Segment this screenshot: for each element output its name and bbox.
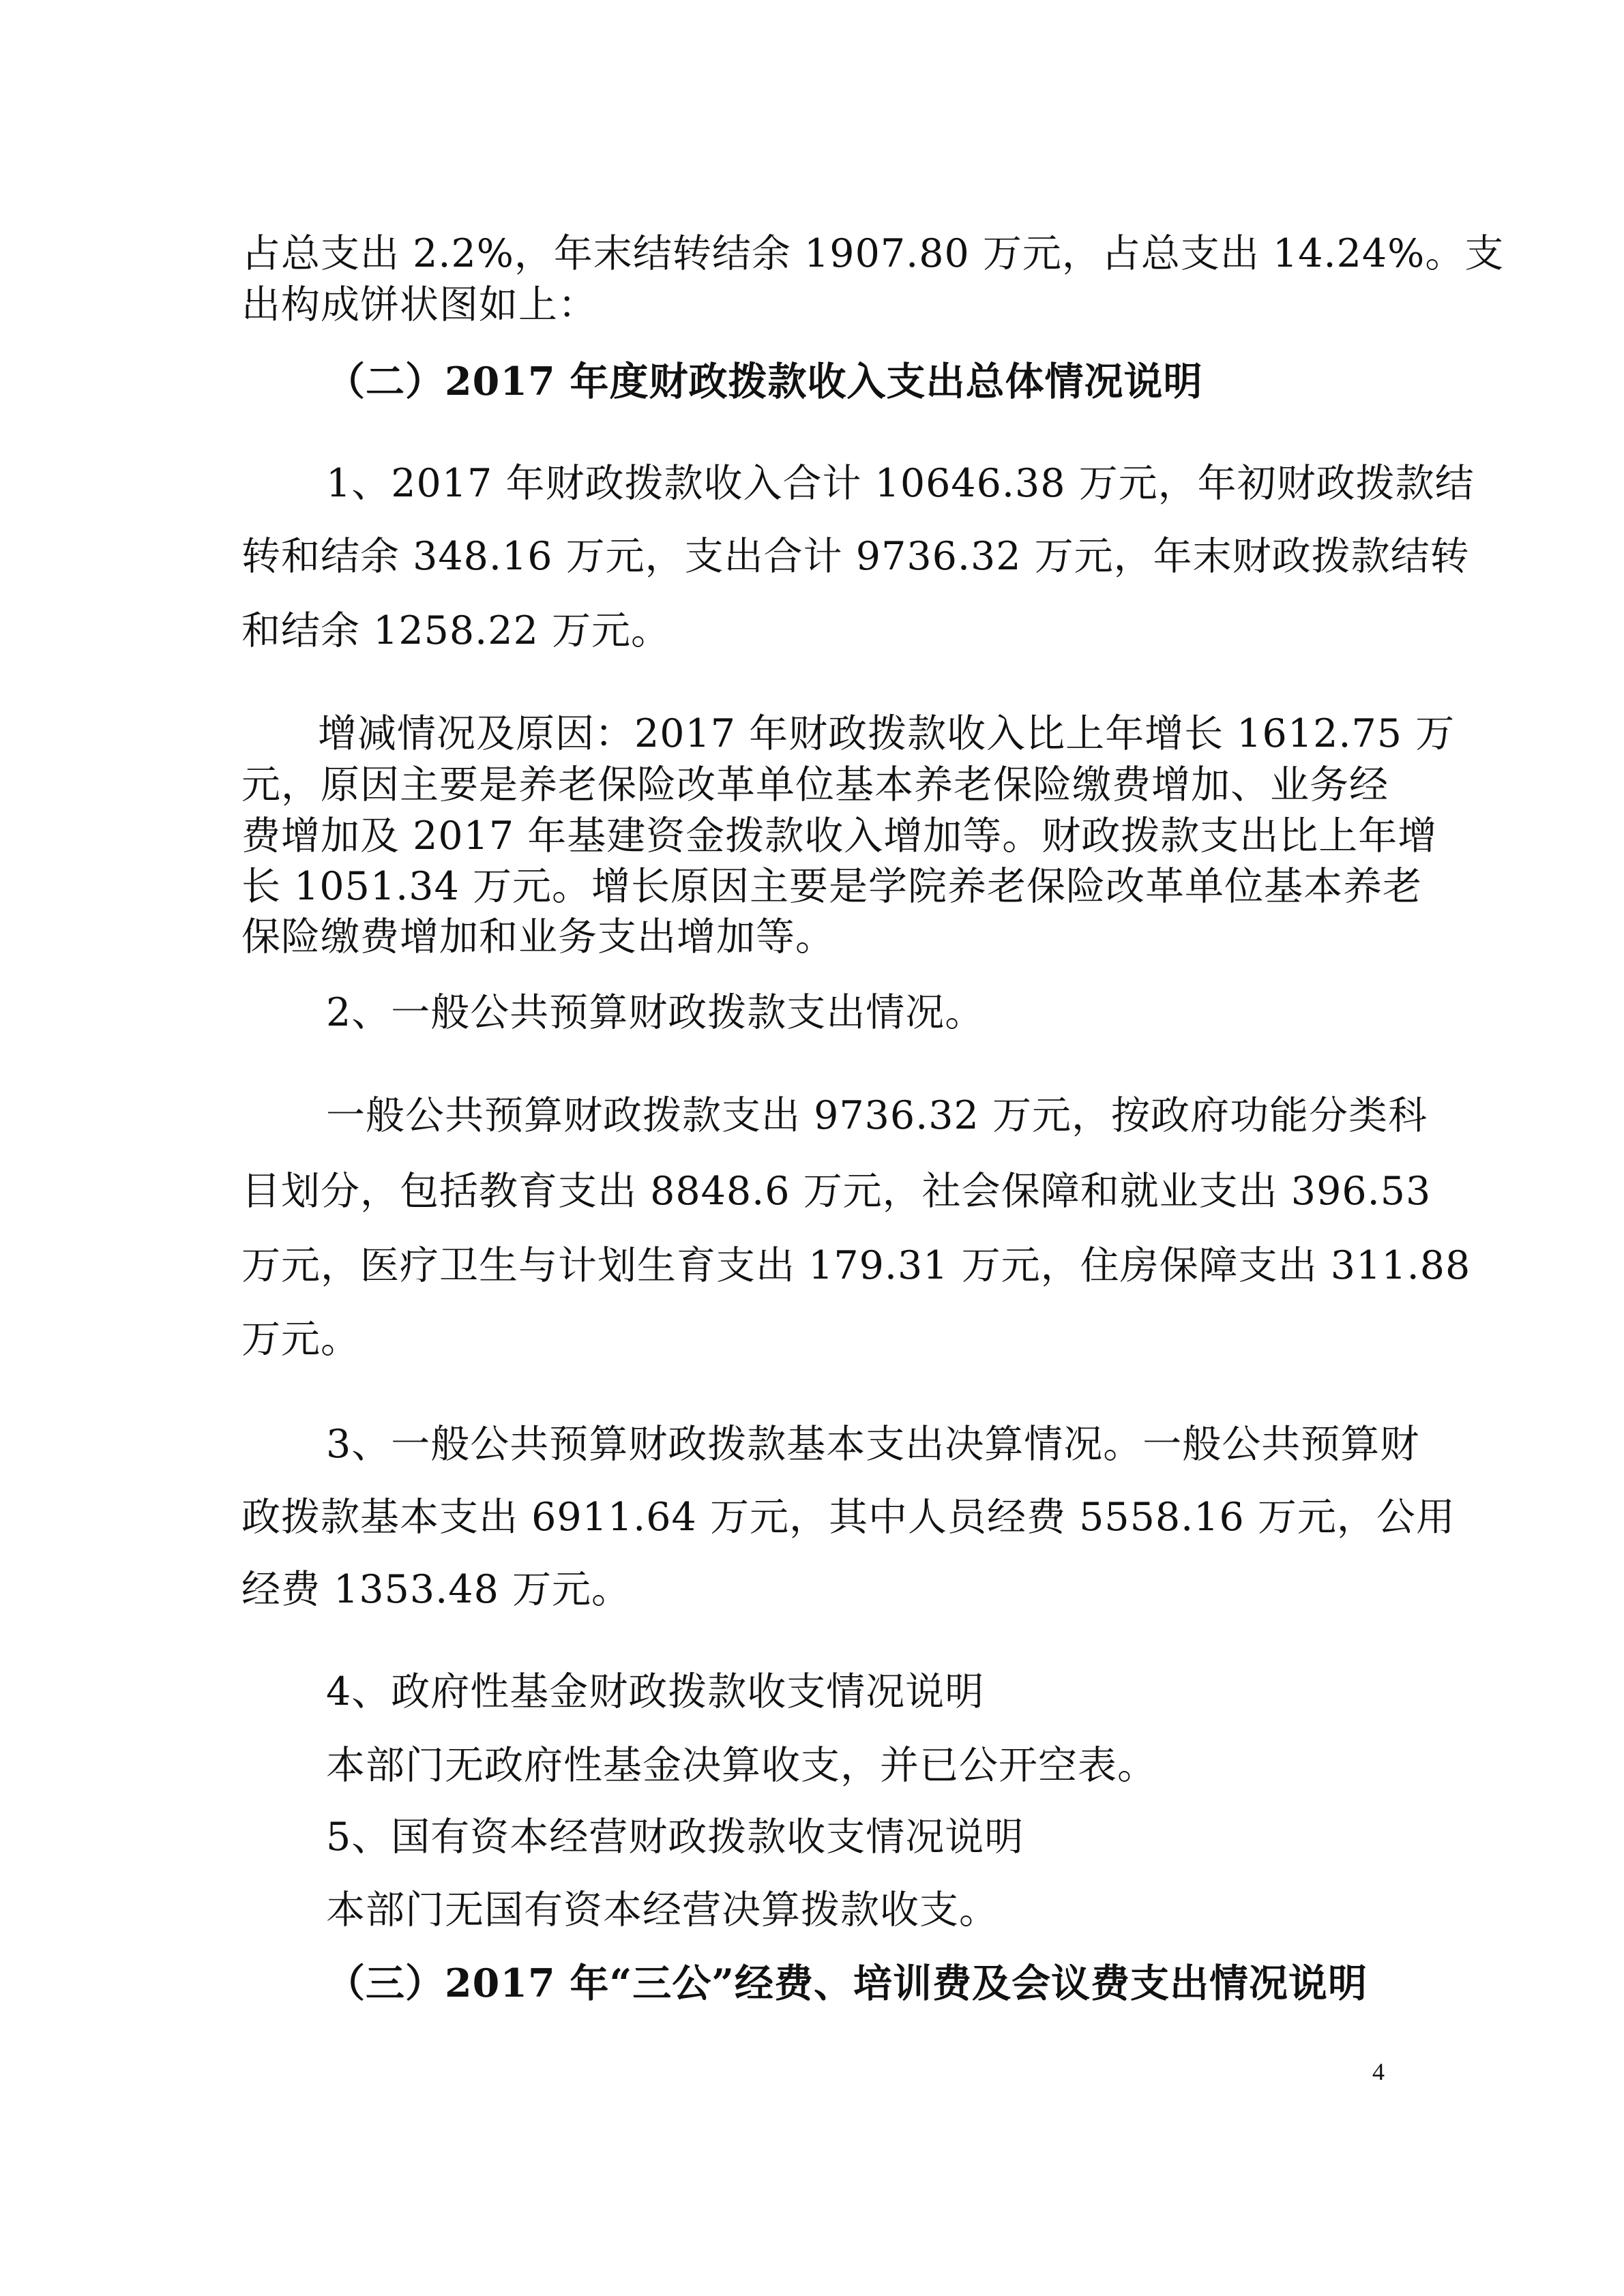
section-heading: （二）2017 年度财政拨款收入支出总体情况说明 — [326, 359, 1203, 404]
paragraph-line: 出构成饼状图如上： — [241, 282, 597, 327]
paragraph-line: 增减情况及原因：2017 年财政拨款收入比上年增长 1612.75 万 — [318, 711, 1456, 756]
paragraph-line: 3、一般公共预算财政拨款基本支出决算情况。一般公共预算财 — [326, 1422, 1420, 1467]
paragraph-line: 政拨款基本支出 6911.64 万元，其中人员经费 5558.16 万元，公用 — [241, 1495, 1456, 1540]
paragraph-line: 费增加及 2017 年基建资金拨款收入增加等。财政拨款支出比上年增 — [241, 814, 1438, 859]
paragraph-line: 一般公共预算财政拨款支出 9736.32 万元，按政府功能分类科 — [326, 1093, 1428, 1138]
paragraph-line: 保险缴费增加和业务支出增加等。 — [241, 914, 835, 959]
paragraph-line: 万元。 — [241, 1317, 360, 1362]
paragraph-line: 万元，医疗卫生与计划生育支出 179.31 万元，住房保障支出 311.88 — [241, 1243, 1471, 1288]
paragraph-line: 本部门无政府性基金决算收支，并已公开空表。 — [326, 1743, 1157, 1788]
paragraph-line: 2、一般公共预算财政拨款支出情况。 — [326, 990, 985, 1035]
paragraph-line: 经费 1353.48 万元。 — [241, 1567, 631, 1612]
paragraph-line: 目划分，包括教育支出 8848.6 万元，社会保障和就业支出 396.53 — [241, 1169, 1432, 1214]
section-heading: （三）2017 年“三公”经费、培训费及会议费支出情况说明 — [326, 1960, 1368, 2006]
paragraph-line: 5、国有资本经营财政拨款收支情况说明 — [326, 1815, 1024, 1860]
paragraph-line: 转和结余 348.16 万元，支出合计 9736.32 万元，年末财政拨款结转 — [241, 534, 1470, 579]
paragraph-line: 本部门无国有资本经营决算拨款收支。 — [326, 1888, 999, 1933]
paragraph-line: 1、2017 年财政拨款收入合计 10646.38 万元，年初财政拨款结 — [326, 461, 1475, 506]
paragraph-line: 和结余 1258.22 万元。 — [241, 608, 670, 653]
page-number: 4 — [1372, 2058, 1385, 2085]
paragraph-line: 元，原因主要是养老保险改革单位基本养老保险缴费增加、业务经 — [241, 762, 1389, 807]
paragraph-line: 占总支出 2.2%，年末结转结余 1907.80 万元，占总支出 14.24%。支 — [241, 231, 1505, 276]
paragraph-line: 长 1051.34 万元。增长原因主要是学院养老保险改革单位基本养老 — [241, 864, 1422, 909]
paragraph-line: 4、政府性基金财政拨款收支情况说明 — [326, 1669, 985, 1714]
